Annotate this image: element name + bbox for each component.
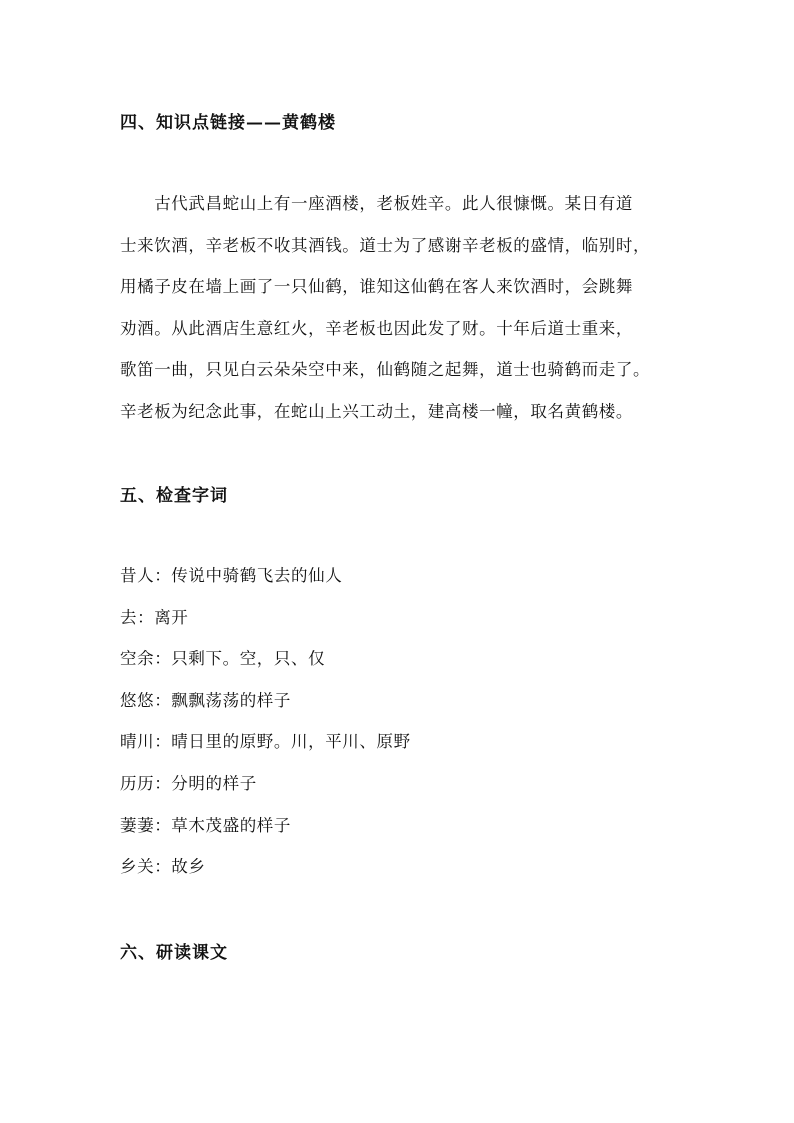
paragraph-line: 劝酒。从此酒店生意红火，辛老板也因此发了财。十年后道士重来， [120,318,633,338]
vocabulary-item: 空余：只剩下。空，只、仅 [120,649,326,669]
paragraph-line: 歌笛一曲，只见白云朵朵空中来，仙鹤随之起舞，道士也骑鹤而走了。 [120,360,651,380]
vocabulary-item: 昔人：传说中骑鹤飞去的仙人 [120,566,343,585]
vocabulary-item: 晴川：晴日里的原野。川，平川、原野 [120,732,411,752]
vocabulary-item: 悠悠：飘飘荡荡的样子 [120,690,291,710]
section-4-heading: 四、知识点链接——黄鹤楼 [120,113,336,133]
paragraph-line: 辛老板为纪念此事，在蛇山上兴工动土，建高楼一幢，取名黄鹤楼。 [120,401,633,421]
vocabulary-item: 去：离开 [120,607,189,627]
story-paragraph [120,183,680,433]
vocabulary-item: 萋萋：草木茂盛的样子 [120,815,291,835]
paragraph-line: 士来饮酒，辛老板不收其酒钱。道士为了感谢辛老板的盛情，临别时， [120,235,651,255]
section-5-heading: 五、检查字词 [120,486,228,506]
section-6-heading: 六、研读课文 [120,943,228,963]
vocabulary-list [120,563,411,896]
paragraph-line: 用橘子皮在墙上画了一只仙鹤，谁知这仙鹤在客人来饮酒时，会跳舞 [120,277,633,297]
vocabulary-item: 乡关：故乡 [120,857,206,877]
paragraph-line: 古代武昌蛇山上有一座酒楼，老板姓辛。此人很慷慨。某日有道 [120,194,633,213]
vocabulary-item: 历历：分明的样子 [120,773,257,793]
